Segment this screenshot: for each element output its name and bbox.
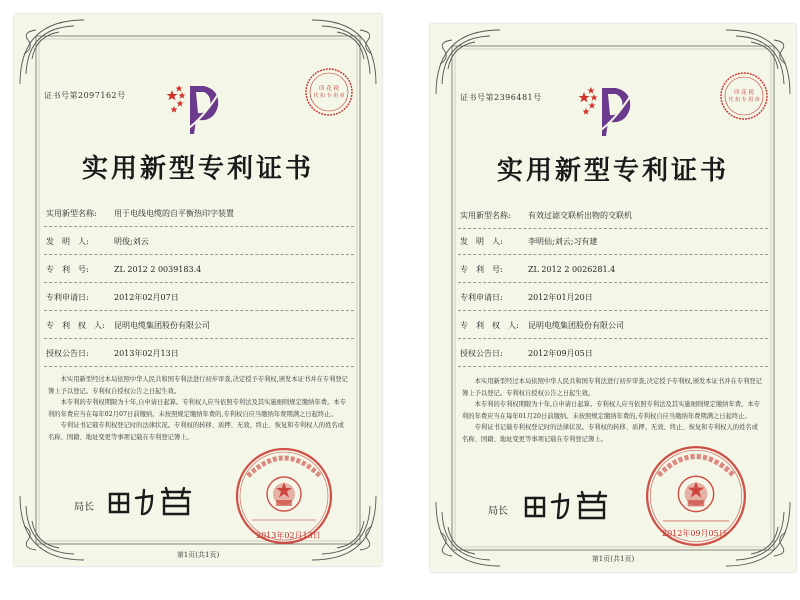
body-paragraph: 专利证书记载专利权登记时的法律状况。专利权的转移、质押、无效、终止、恢复和专利权人的姓名或名称、国籍、地址变更等事项记载在专利登记簿上。	[48, 422, 344, 441]
field-value: 有效过滤交联析出物的交联机	[528, 211, 632, 220]
body-paragraph: 本实用新型经过本局依照中华人民共和国专利法进行初步审查,决定授予专利权,颁发本证书并在专利登记簿上予以登记。专利权自授权公告之日起生效。	[462, 378, 762, 397]
divider	[458, 282, 768, 283]
sipo-logo-icon	[164, 80, 224, 136]
field-value: ZL 2012 2 0026281.4	[528, 265, 616, 274]
field-value: 2012年09月05日	[528, 349, 593, 358]
field-label: 实用新型名称:	[460, 211, 511, 220]
field-inventor	[46, 236, 149, 247]
field-value: 明俊;刘云	[114, 237, 149, 246]
field-label: 专 利 号:	[46, 265, 89, 274]
field-application-date	[46, 292, 179, 303]
field-grant-date	[46, 348, 179, 359]
field-label: 授权公告日:	[460, 349, 503, 358]
body-paragraph: 本专利的专利权期限为十年,自申请日起算。专利权人应当依照专利法及其实施细则规定缴纳年费。本专利的年费应当在每年01月20日前缴纳。未按照规定缴纳年费的,专利权自应当缴纳年费期满之日起终止。	[462, 401, 760, 420]
field-utility-model-name	[46, 208, 234, 219]
field-value: 2013年02月13日	[114, 349, 179, 358]
certificate-title: 实用新型专利证书	[81, 154, 314, 184]
field-label: 专 利 权 人:	[460, 321, 519, 330]
divider	[458, 366, 768, 367]
field-label: 专 利 权 人:	[46, 321, 105, 330]
divider	[458, 254, 768, 255]
field-value: 昆明电缆集团股份有限公司	[528, 321, 624, 330]
divider	[44, 254, 354, 255]
svg-text:印 花 税: 印 花 税	[734, 90, 754, 96]
field-patent-number	[46, 264, 201, 275]
field-label: 专利申请日:	[46, 293, 89, 302]
field-value: 李明仙;刘云;习有建	[528, 237, 598, 246]
divider	[44, 226, 354, 227]
divider	[44, 310, 354, 311]
field-inventor	[460, 236, 597, 247]
divider	[458, 310, 768, 311]
page-indicator: 第1页(共1页)	[591, 555, 635, 563]
page-indicator: 第1页(共1页)	[176, 551, 220, 559]
divider	[44, 366, 354, 367]
field-label: 发 明 人:	[460, 237, 503, 246]
divider	[458, 228, 768, 229]
field-value: 用于电线电缆的自平衡热印字装置	[114, 209, 234, 218]
certificate-number: 证书号第2396481号	[460, 93, 542, 102]
field-patentee	[46, 320, 210, 331]
field-grant-date	[460, 348, 593, 359]
divider	[44, 282, 354, 283]
field-value: 昆明电缆集团股份有限公司	[114, 321, 210, 330]
body-paragraph: 本实用新型经过本局依照中华人民共和国专利法进行初步审查,决定授予专利权,颁发本证书并在专利登记簿上予以登记。专利权自授权公告之日起生效。	[48, 376, 348, 395]
official-seal-small-icon	[718, 70, 770, 122]
certificate-body	[462, 376, 764, 445]
field-label: 发 明 人:	[46, 237, 89, 246]
seal-date: 2012年09月05日	[662, 529, 727, 538]
certificate-title: 实用新型专利证书	[496, 156, 729, 186]
svg-text:代 扣 专 用 章: 代 扣 专 用 章	[728, 97, 760, 103]
field-value: ZL 2012 2 0039183.4	[114, 265, 202, 274]
field-value: 2012年01月20日	[528, 293, 593, 302]
field-patent-number	[460, 264, 615, 275]
field-label: 授权公告日:	[46, 349, 89, 358]
field-patentee	[460, 320, 624, 331]
patent-certificate-1	[14, 14, 382, 566]
field-value: 2012年02月07日	[114, 293, 179, 302]
sipo-logo-icon	[576, 82, 636, 138]
svg-text:代 扣 专 用 章: 代 扣 专 用 章	[313, 93, 345, 99]
body-paragraph: 本专利的专利权期限为十年,自申请日起算。专利权人应当依照专利法及其实施细则规定缴纳年费。本专利的年费应当在每年02月07日前缴纳。未按照规定缴纳年费的,专利权自应当缴纳年费期满之日起终止。	[48, 399, 346, 418]
divider	[44, 338, 354, 339]
director-signature-icon	[522, 488, 612, 524]
official-seal-small-icon	[303, 66, 355, 118]
body-paragraph: 专利证书记载专利权登记时的法律状况。专利权的转移、质押、无效、终止、恢复和专利权人的姓名或名称、国籍、地址变更等事项记载在专利登记簿上。	[462, 424, 758, 443]
certificate-body	[48, 374, 348, 443]
field-utility-model-name	[460, 210, 632, 221]
field-label: 专利申请日:	[460, 293, 503, 302]
field-label: 专 利 号:	[460, 265, 503, 274]
patent-certificate-2	[430, 24, 796, 572]
field-application-date	[460, 292, 593, 303]
seal-date: 2013年02月13日	[256, 531, 321, 540]
svg-text:印 花 税: 印 花 税	[319, 86, 339, 92]
signature-label: 局长	[74, 502, 94, 513]
signature-label: 局长	[488, 506, 508, 517]
divider	[458, 338, 768, 339]
certificate-number: 证书号第2097162号	[44, 91, 126, 100]
field-label: 实用新型名称:	[46, 209, 97, 218]
director-signature-icon	[106, 484, 196, 520]
